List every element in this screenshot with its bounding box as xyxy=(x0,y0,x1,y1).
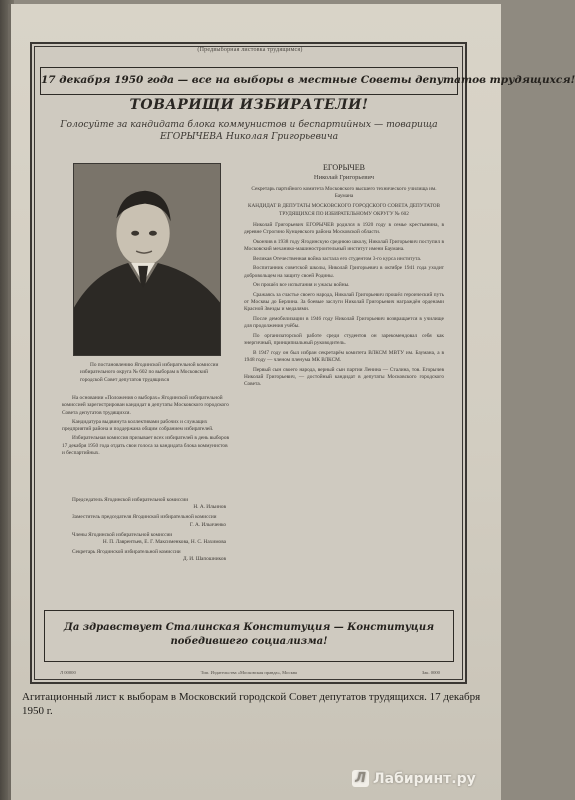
commission-paragraph: Кандидатура выдвинута коллективами рабочих и служащих предприятий района и поддержана общим собранием избирателей. xyxy=(62,418,214,433)
portrait-caption: По постановлению Ягодинской избирательной комиссии избирательного округа № 602 по выборам в Московский городской Совет депутатов трудящихся xyxy=(80,362,219,383)
signer-role: Секретарь Ягодинской избирательной комиссии xyxy=(72,549,181,556)
signer-role: Заместитель председателя Ягодинской избирательной комиссии xyxy=(72,514,217,521)
bio-paragraph: Воспитанник советской школы, Николай Григорьевич в октябре 1941 года уходит добровольцем на защиту своей Родины. xyxy=(244,265,444,279)
leaflet-headline: ТОВАРИЩИ ИЗБИРАТЕЛИ! xyxy=(129,97,369,113)
imprint-order: Зак. 0000 xyxy=(421,670,440,675)
signer-row xyxy=(62,549,232,563)
bio-paragraph: В 1947 году он был избран секретарём комитета ВЛКСМ МВТУ им. Баумана, а в 1948 году — членом пленума МК ВЛКСМ. xyxy=(244,349,444,364)
signer-row xyxy=(62,532,232,546)
candidate-surname: ЕГОРЫЧЕВ xyxy=(323,163,365,172)
leaflet-imprint xyxy=(60,670,440,675)
bio-paragraph: Первый сын своего народа, верный сын партии Ленина — Сталина, тов. Егорычев Николай Григорьевич, — достойный кандидат в депутаты Московского городского Совета. xyxy=(244,366,444,388)
bio-paragraph: После демобилизации в 1946 году Николай Григорьевич возвращается в училище для продолжения учёбы. xyxy=(244,316,444,330)
candidate-role: Секретарь партийного комитета Московского высшего технического училища им. Баумана xyxy=(251,186,437,200)
signer-name: Н. П. Лаврентьев, Е. Г. Максименкова, Н. С. Нахимова xyxy=(102,539,226,546)
candidacy-line: КАНДИДАТ В ДЕПУТАТЫ МОСКОВСКОГО ГОРОДСКОГО СОВЕТА ДЕПУТАТОВ ТРУДЯЩИХСЯ ПО ИЗБИРАТЕЛЬНОМУ ОКРУГУ № 602 xyxy=(248,203,440,217)
imprint-printer: Тип. Издательства «Московская правда», Москва xyxy=(200,670,297,675)
portrait-illustration xyxy=(74,164,220,355)
signer-name: Д. И. Шапошников xyxy=(182,556,226,563)
commission-paragraph: На основании «Положения о выборах» Ягодинской избирательной комиссией зарегистрирован кандидат в депутаты Московского городского Совета депутатов трудящихся. xyxy=(62,395,229,416)
candidate-biography xyxy=(244,163,444,391)
signer-name: Г. А. Ильиченко xyxy=(189,521,226,528)
signer-role: Председатель Ягодинской избирательной комиссии xyxy=(72,497,189,503)
signer-row xyxy=(62,497,232,511)
labirint-logo-icon: Л xyxy=(352,770,369,787)
book-caption: Агитационный лист к выборам в Московский городской Совет депутатов трудящихся. 17 декабря 1950 г. xyxy=(22,691,481,717)
leaflet-banner: 17 декабря 1950 года — все на выборы в местные Советы депутатов трудящихся! xyxy=(40,67,458,95)
signer-role: Члены Ягодинской избирательной комиссии xyxy=(72,531,173,538)
commission-text xyxy=(62,395,230,459)
leaflet-top-note: (Предвыборная листовка трудящимся) xyxy=(197,47,303,53)
labirint-watermark xyxy=(352,770,476,787)
signer-row xyxy=(62,514,232,528)
imprint-code: Л 00000 xyxy=(60,670,76,675)
bio-paragraph: Николай Григорьевич ЕГОРЫЧЕВ родился в 1920 году в семье крестьянина, в деревне Строгино Кунцевского района Московской области. xyxy=(244,221,444,236)
leaflet-footer-slogan: Да здравствует Сталинская Конституция — Конституция победившего социализма! xyxy=(44,610,454,662)
watermark-text: Лабиринт.ру xyxy=(373,770,476,787)
bio-paragraph: Окончив в 1938 году Ягодинскую среднюю школу, Николай Григорьевич поступил в Московский механико-машиностроительный институт имени Баумана. xyxy=(244,238,444,252)
commission-signers xyxy=(62,497,232,567)
bio-paragraph: Он прошёл все испытания и ужасы войны. xyxy=(253,282,350,289)
bio-paragraph: По организаторской работе среди студентов он зарекомендовал себя как энергичный, принципиальный руководитель. xyxy=(244,332,444,347)
bio-paragraph: Сражаясь за счастье своего народа, Николай Григорьевич прошёл героический путь от Москвы до Берлина. За боевые заслуги Николай Григорьевич награждён орденами Красной Звезды и медалями. xyxy=(244,291,444,313)
commission-paragraph: Избирательная комиссия призывает всех избирателей в день выборов 17 декабря 1950 года отдать свои голоса за кандидата блока коммунистов и беспартийных. xyxy=(62,435,229,457)
candidate-given-name: Николай Григорьевич xyxy=(313,174,375,181)
bio-paragraph: Великая Отечественная война застала его студентом 3-го курса института. xyxy=(253,255,422,262)
leaflet-subhead: Голосуйте за кандидата блока коммунистов и беспартийных — товарища ЕГОРЫЧЕВА Николая Григорьевича xyxy=(60,119,438,142)
candidate-portrait xyxy=(73,163,221,356)
signer-name: Н. А. Ильинов xyxy=(193,504,226,511)
